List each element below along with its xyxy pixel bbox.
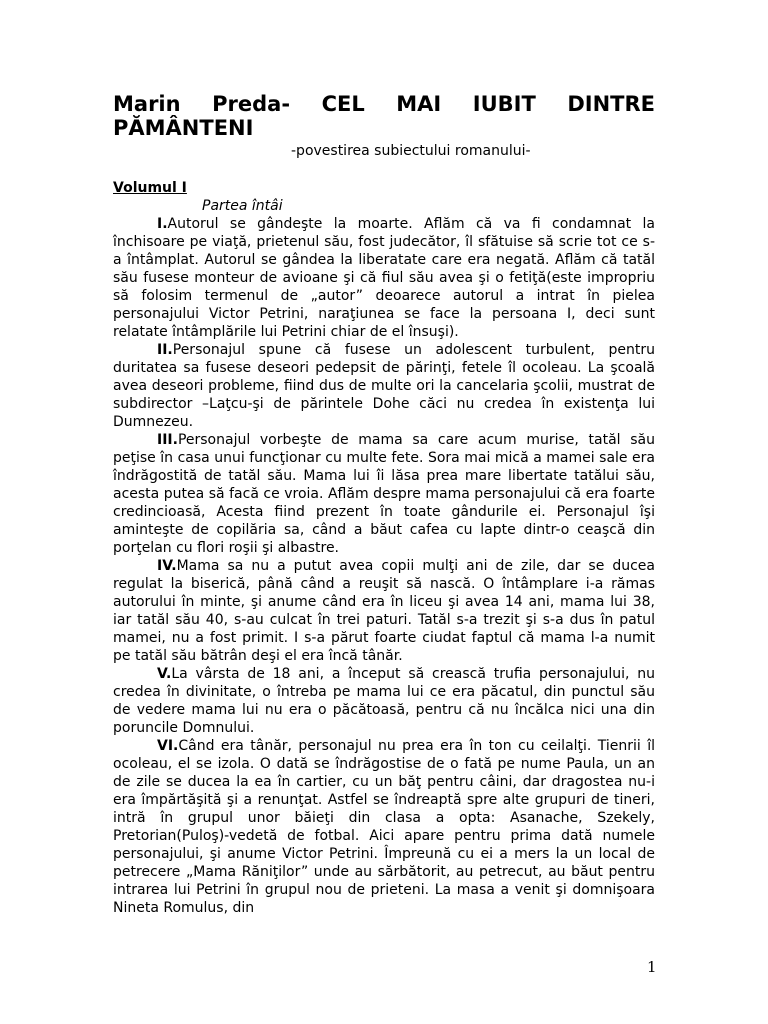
paragraph-number: VI. <box>157 738 179 754</box>
part-heading: Partea întâi <box>202 198 283 214</box>
page-number: 1 <box>647 958 657 976</box>
paragraph-text: Autorul se gândeşte la moarte. Aflăm că va fi condamnat la închisoare pe viaţă, prietenul său, fost judecător, îl sfătuise să scrie tot ce s-a întâmplat. Autorul se gândea la liberatate care era negată. Aflăm că tatăl său fusese monteur de avioane şi că fiul său avea şi o fetiţă(este impropriu să folosim termenul de „autor” deoarece autorul a intrat în pielea personajului Victor Petrini, naraţiunea se face la persoana I, deci sunt relatate întâmplările lui Petrini chiar de el însuşi). <box>113 216 655 340</box>
document-page <box>113 92 655 917</box>
paragraph-4 <box>113 557 655 665</box>
volume-heading: Volumul I <box>113 180 187 196</box>
paragraph-number: III. <box>157 432 178 448</box>
paragraph-number: II. <box>157 342 173 358</box>
paragraph-text: Mama sa nu a putut avea copii mulţi ani de zile, dar se ducea regulat la biserică, până când a reuşit să nască. O întâmplare i-a rămas autorului în minte, şi anume când era în liceu şi avea 14 ani, mama lui 38, iar tatăl său 40, s-au culcat în trei paturi. Tatăl s-a trezit şi s-a dus în patul mamei, nu a fost primit. I s-a părut foarte ciudat faptul că mama l-a numit pe tatăl său bătrân deşi el era încă tânăr. <box>113 558 655 664</box>
paragraph-1 <box>113 215 655 341</box>
paragraph-text: Personajul spune că fusese un adolescent turbulent, pentru duritatea sa fusese deseori pedepsit de părinţi, fetele îl ocoleau. La şcoală avea deseori probleme, fiind dus de multe ori la cancelaria şcolii, mustrat de subdirector –Laţcu-şi de părintele Dohe căci nu credea în existenţa lui Dumnezeu. <box>113 342 655 430</box>
paragraph-number: IV. <box>157 558 177 574</box>
paragraph-5 <box>113 665 655 737</box>
paragraph-2 <box>113 341 655 431</box>
paragraph-number: V. <box>157 666 172 682</box>
paragraph-6 <box>113 737 655 917</box>
document-subtitle: -povestirea subiectului romanului- <box>291 143 531 159</box>
paragraph-3 <box>113 431 655 557</box>
paragraph-text: Când era tânăr, personajul nu prea era în ton cu ceilalţi. Tienrii îl ocoleau, el se izola. O dată se îndrăgostise de o fată pe nume Paula, un an de zile se ducea la ea în cartier, cu un băţ pentru câini, dar dragostea nu-i era împărtăşită şi a renunţat. Astfel se îndreaptă spre alte grupuri de tineri, intră în grupul unor băieţi din clasa a opta: Asanache, Szekely, Pretorian(Puloş)-vedetă de fotbal. Aici apare pentru prima dată numele personajului, şi anume Victor Petrini. Împreună cu ei a mers la un local de petrecere „Mama Răniţilor” unde au sărbătorit, au petrecut, au băut pentru intrarea lui Petrini în grupul nou de prieteni. La masa a venit şi domnişoara Nineta Romulus, din <box>113 738 655 916</box>
document-title: Marin Preda- CEL MAI IUBIT DINTRE PĂMÂNTENI <box>113 92 655 140</box>
paragraph-number: I. <box>157 216 168 232</box>
paragraph-text: La vârsta de 18 ani, a început să crească trufia personajului, nu credea în divinitate, o întreba pe mama lui ce era păcatul, din punctul său de vedere mama lui nu era o păcătoasă, pentru că nu încălca nici una din poruncile Domnului. <box>113 666 655 736</box>
paragraph-text: Personajul vorbeşte de mama sa care acum murise, tatăl său peţise în casa unui funcţionar cu multe fete. Sora mai mică a mamei sale era îndrăgostită de tatăl său. Mama lui îi lăsa prea mare libertate tatălui său, acesta putea să facă ce vroia. Aflăm despre mama personajului că era foarte credincioasă, Acesta fiind prezent în toate gândurile ei. Personajul îşi aminteşte de copilăria sa, când a băut cafea cu lapte dintr-o ceaşcă din porţelan cu flori roşii şi albastre. <box>113 432 655 556</box>
